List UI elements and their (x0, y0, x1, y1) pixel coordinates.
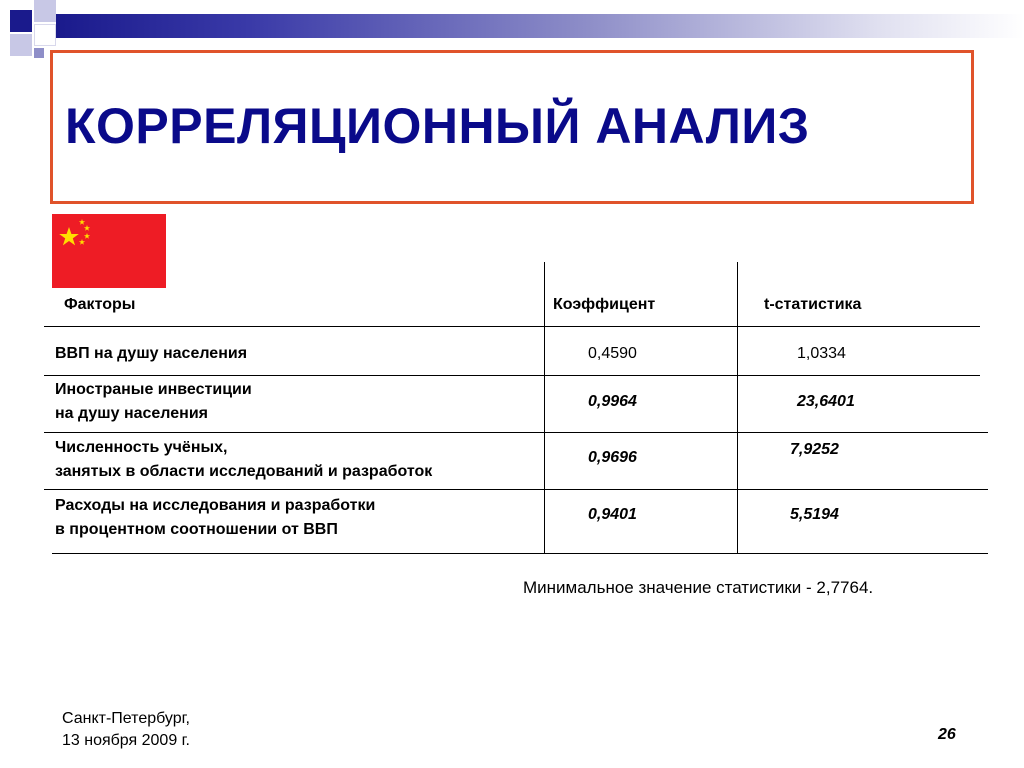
row-coefficient: 0,9696 (588, 449, 637, 466)
row-factor-line: Иностраные инвестиции (55, 381, 252, 398)
row-factor-line: Расходы на исследования и разработки (55, 497, 376, 514)
min-statistic-note: Минимальное значение статистики - 2,7764. (523, 578, 874, 597)
title-box (50, 50, 974, 204)
row-factor (55, 436, 432, 484)
row-factor-line: в процентном соотношении от ВВП (55, 521, 338, 538)
table-divider (44, 489, 988, 490)
header-gradient-bar (56, 14, 1024, 38)
row-factor-line: на душу населения (55, 405, 208, 422)
slide-title: КОРРЕЛЯЦИОННЫЙ АНАЛИЗ (65, 98, 810, 154)
page-number: 26 (938, 726, 956, 743)
row-factor (55, 378, 252, 426)
decor-square (34, 24, 56, 46)
china-flag-icon (52, 214, 166, 288)
table-divider (52, 553, 988, 554)
row-coefficient: 0,9964 (588, 393, 637, 410)
decor-square (34, 0, 56, 22)
footer-date: 13 ноября 2009 г. (62, 732, 190, 749)
table-divider (44, 375, 980, 376)
table-divider (737, 262, 738, 554)
row-factor-line: Численность учёных, (55, 439, 228, 456)
header-coefficient: Коэффицент (553, 296, 656, 313)
header-factors: Факторы (64, 296, 136, 313)
decor-square (10, 10, 32, 32)
row-factor-line: занятых в области исследований и разработок (55, 463, 433, 480)
row-coefficient: 0,9401 (588, 506, 637, 523)
row-t-stat: 5,5194 (790, 506, 839, 523)
header-t-stat: t-статистика (764, 296, 862, 313)
row-factor (55, 494, 375, 542)
row-t-stat: 1,0334 (797, 345, 846, 362)
row-factor: ВВП на душу населения (55, 345, 248, 362)
row-coefficient: 0,4590 (588, 345, 637, 362)
decor-square (34, 48, 44, 58)
table-divider (44, 326, 980, 327)
table-divider (544, 262, 545, 554)
row-t-stat: 23,6401 (797, 393, 855, 410)
footer-place-date (62, 708, 190, 752)
row-t-stat: 7,9252 (790, 441, 839, 458)
decor-square (10, 34, 32, 56)
footer-city: Санкт-Петербург, (62, 710, 190, 727)
table-divider (44, 432, 988, 433)
